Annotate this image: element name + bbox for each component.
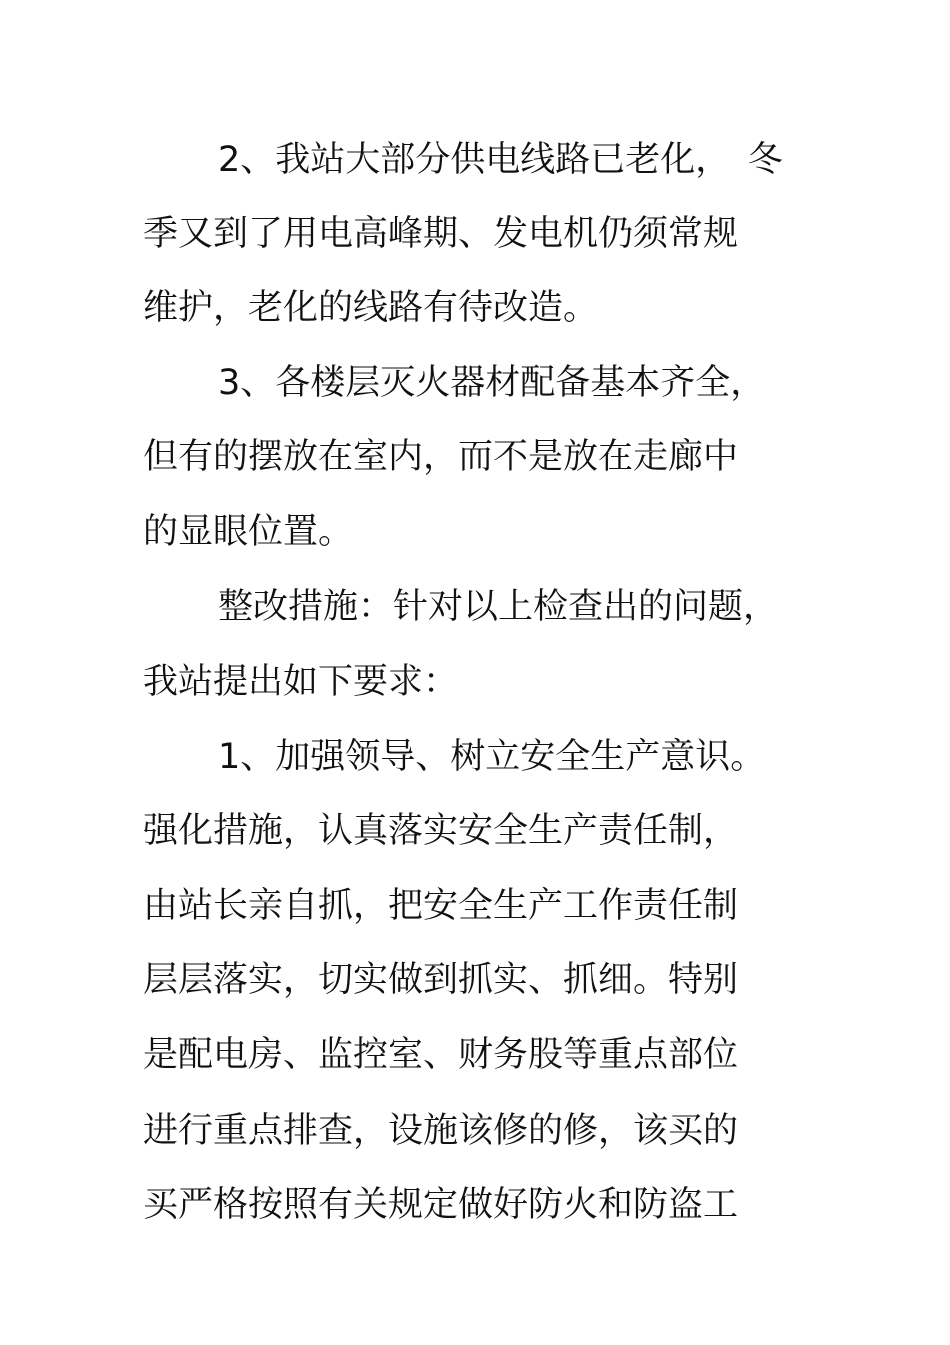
- paragraph-2-line-3: 维护，老化的线路有待改造。: [143, 288, 599, 328]
- paragraph-3-line-2: 但有的摆放在室内，而不是放在走廊中: [143, 437, 739, 477]
- requirement-1-line-5: 是配电房、监控室、财务股等重点部位: [143, 1035, 739, 1075]
- paragraph-2-line-2: 季又到了用电高峰期、发电机仍须常规: [143, 214, 739, 254]
- paragraph-3-line-3: 的显眼位置。: [143, 512, 354, 552]
- requirement-1-line-4: 层层落实，切实做到抓实、抓细。特别: [143, 960, 739, 1000]
- measures-line-1: 整改措施：针对以上检查出的问题，: [218, 587, 779, 627]
- requirement-1-line-1: 1、加强领导、树立安全生产意识。: [218, 737, 766, 777]
- requirement-1-line-7: 买严格按照有关规定做好防火和防盗工: [143, 1185, 739, 1225]
- paragraph-3-line-1: 3、各楼层灭火器材配备基本齐全，: [218, 363, 766, 403]
- measures-line-2: 我站提出如下要求：: [143, 662, 459, 702]
- requirement-1-line-6: 进行重点排查，设施该修的修，该买的: [143, 1111, 739, 1151]
- paragraph-2-line-1: 2、我站大部分供电线路已老化， 冬: [218, 140, 783, 180]
- requirement-1-line-3: 由站长亲自抓，把安全生产工作责任制: [143, 886, 739, 926]
- requirement-1-line-2: 强化措施，认真落实安全生产责任制，: [143, 811, 739, 851]
